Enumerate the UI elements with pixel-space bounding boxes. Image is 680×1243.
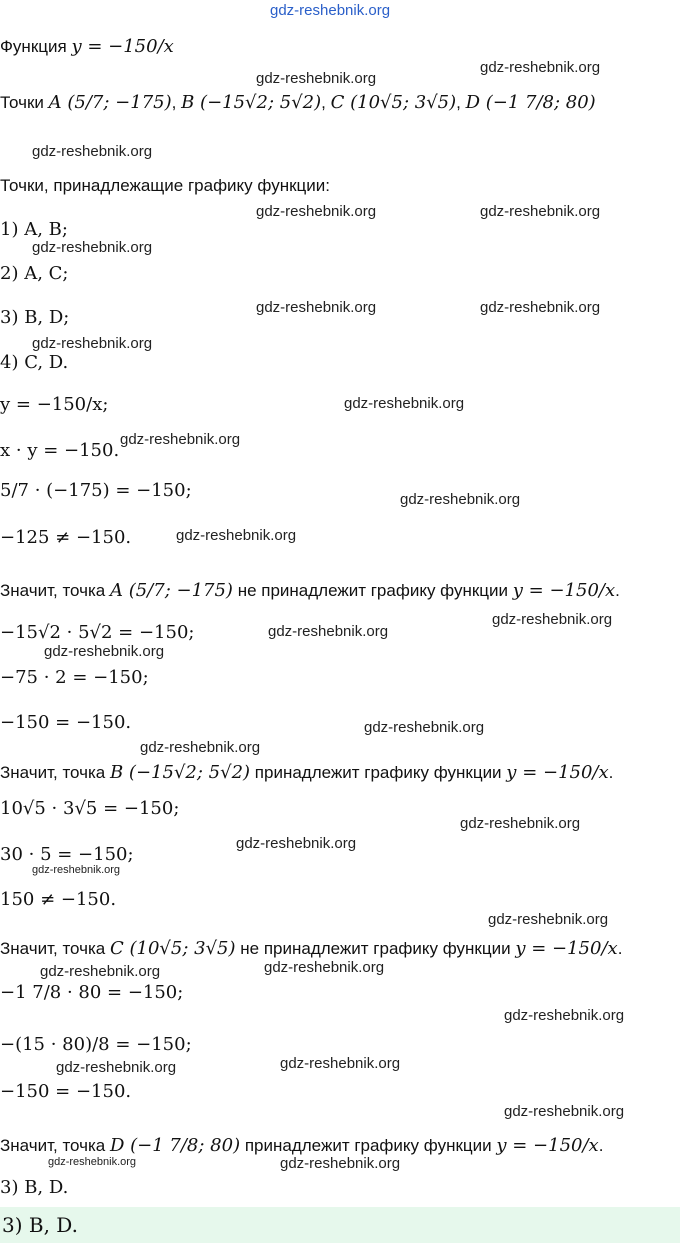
option-1: 1) A, B; [0, 219, 68, 240]
watermark: gdz-reshebnik.org [32, 864, 121, 876]
point-d: D (−1 7/8; 80) [465, 92, 596, 113]
watermark: gdz-reshebnik.org [32, 143, 153, 160]
watermark: gdz-reshebnik.org [120, 431, 241, 448]
conclusion-a: Значит, точка A (5/7; −175) не принадлежит графику функции y = −150/x. [0, 580, 620, 601]
c-calc-2: 30 · 5 = −150; [0, 844, 134, 865]
watermark: gdz-reshebnik.org [32, 335, 153, 352]
a-calc-2: −125 ≠ −150. [0, 527, 132, 548]
function-formula: y = −150/x [71, 36, 174, 57]
watermark: gdz-reshebnik.org [256, 299, 377, 316]
answer-text: 3) B, D. [2, 1213, 78, 1237]
watermark: gdz-reshebnik.org [264, 959, 385, 976]
intro-line [0, 36, 174, 58]
point-b: B (−15√2; 5√2) [181, 92, 322, 113]
function-ref: y = −150/x [506, 762, 609, 783]
point-a-ref: A (5/7; −175) [109, 580, 233, 601]
points-prefix: Точки [0, 93, 44, 112]
watermark: gdz-reshebnik.org [140, 739, 261, 756]
conclusion-b: Значит, точка B (−15√2; 5√2) принадлежит графику функции y = −150/x. [0, 762, 614, 783]
conclusion-prefix: Значит, точка [0, 763, 106, 782]
result-line: 3) B, D. [0, 1177, 69, 1198]
conclusion-prefix: Значит, точка [0, 581, 106, 600]
function-ref: y = −150/x [512, 580, 616, 601]
watermark: gdz-reshebnik.org [48, 1156, 137, 1168]
watermark: gdz-reshebnik.org [480, 203, 601, 220]
b-calc-1: −15√2 · 5√2 = −150; [0, 622, 195, 643]
watermark-top[interactable]: gdz-reshebnik.org [270, 2, 391, 19]
watermark: gdz-reshebnik.org [44, 643, 165, 660]
watermark: gdz-reshebnik.org [40, 963, 161, 980]
point-c: C (10√5; 3√5) [330, 92, 457, 113]
point-b-ref: B (−15√2; 5√2) [109, 762, 251, 783]
point-a: A (5/7; −175) [48, 92, 172, 113]
watermark: gdz-reshebnik.org [280, 1055, 401, 1072]
watermark: gdz-reshebnik.org [256, 203, 377, 220]
watermark: gdz-reshebnik.org [176, 527, 297, 544]
conclusion-prefix: Значит, точка [0, 939, 106, 958]
watermark: gdz-reshebnik.org [488, 911, 609, 928]
c-calc-1: 10√5 · 3√5 = −150; [0, 798, 180, 819]
watermark: gdz-reshebnik.org [280, 1155, 401, 1172]
not-belongs-text: не принадлежит графику функции [240, 939, 511, 958]
watermark: gdz-reshebnik.org [400, 491, 521, 508]
function-ref: y = −150/x [496, 1135, 599, 1156]
watermark: gdz-reshebnik.org [460, 815, 581, 832]
conclusion-prefix: Значит, точка [0, 1136, 106, 1155]
watermark: gdz-reshebnik.org [256, 70, 377, 87]
watermark: gdz-reshebnik.org [492, 611, 613, 628]
watermark: gdz-reshebnik.org [56, 1059, 177, 1076]
d-calc-1: −1 7/8 · 80 = −150; [0, 982, 184, 1003]
b-calc-3: −150 = −150. [0, 712, 132, 733]
d-calc-3: −150 = −150. [0, 1081, 132, 1102]
b-calc-2: −75 · 2 = −150; [0, 667, 149, 688]
watermark: gdz-reshebnik.org [504, 1103, 625, 1120]
points-line: Точки A (5/7; −175), B (−15√2; 5√2), C (10√5; 3√5), D (−1 7/8; 80) [0, 92, 596, 113]
watermark: gdz-reshebnik.org [364, 719, 485, 736]
option-2: 2) A, C; [0, 263, 69, 284]
option-3: 3) B, D; [0, 307, 70, 328]
option-4: 4) C, D. [0, 352, 69, 373]
watermark: gdz-reshebnik.org [236, 835, 357, 852]
conclusion-c: Значит, точка C (10√5; 3√5) не принадлежит графику функции y = −150/x. [0, 938, 623, 959]
function-ref: y = −150/x [515, 938, 618, 959]
belongs-text: принадлежит графику функции [244, 1136, 492, 1155]
solution-eq2: x · y = −150. [0, 440, 120, 461]
watermark: gdz-reshebnik.org [480, 59, 601, 76]
d-calc-2: −(15 · 80)/8 = −150; [0, 1034, 192, 1055]
watermark: gdz-reshebnik.org [504, 1007, 625, 1024]
watermark: gdz-reshebnik.org [32, 239, 153, 256]
not-belongs-text: не принадлежит графику функции [237, 581, 509, 600]
point-c-ref: C (10√5; 3√5) [109, 938, 236, 959]
conclusion-d: Значит, точка D (−1 7/8; 80) принадлежит графику функции y = −150/x. [0, 1135, 604, 1156]
a-calc-1: 5/7 · (−175) = −150; [0, 480, 192, 501]
watermark: gdz-reshebnik.org [344, 395, 465, 412]
watermark: gdz-reshebnik.org [480, 299, 601, 316]
point-d-ref: D (−1 7/8; 80) [109, 1135, 241, 1156]
watermark: gdz-reshebnik.org [268, 623, 389, 640]
question: Точки, принадлежащие графику функции: [0, 176, 330, 195]
solution-eq1: y = −150/x; [0, 394, 109, 415]
belongs-text: принадлежит графику функции [254, 763, 502, 782]
intro-prefix: Функция [0, 37, 67, 56]
answer-box [0, 1207, 680, 1243]
c-calc-3: 150 ≠ −150. [0, 889, 117, 910]
